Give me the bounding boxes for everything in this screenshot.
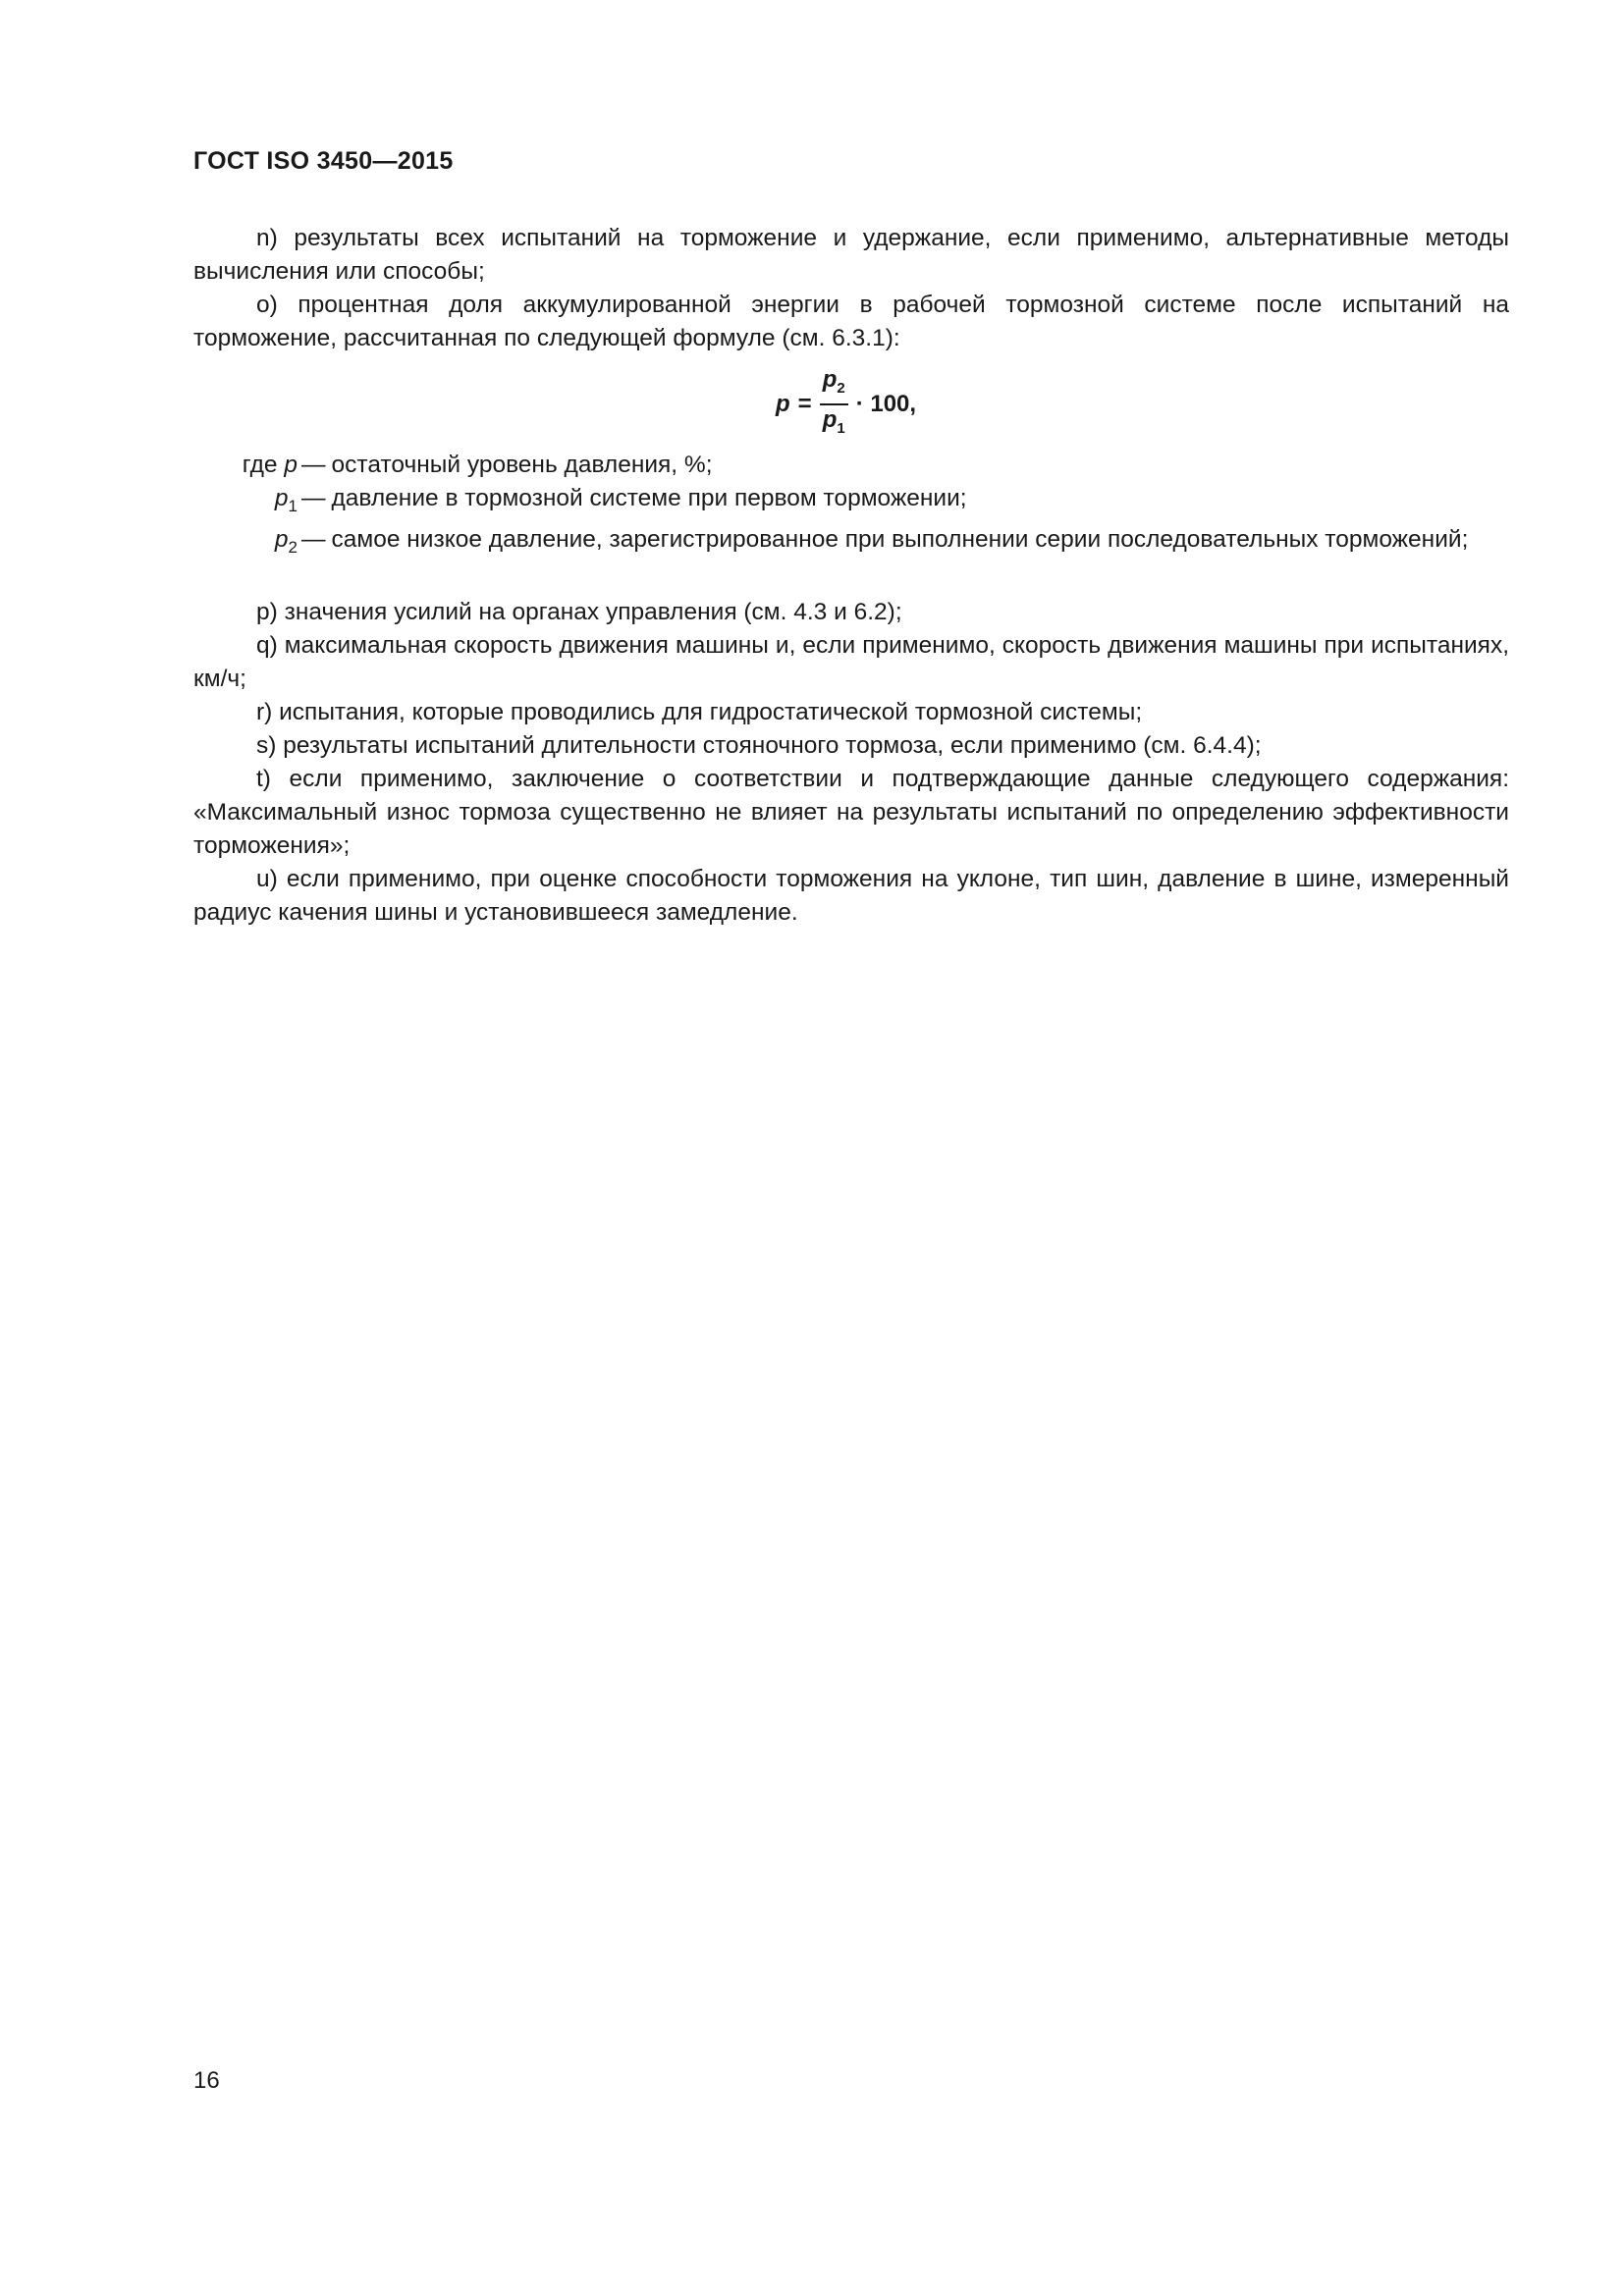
- formula-rhs: · 100,: [855, 391, 917, 417]
- list-item-o: о) процентная доля аккумулированной энергии в рабочей тормозной системе после испытаний на торможение, рассчитанная по следующей формуле (см. 6.3.1):: [193, 292, 1509, 351]
- definition-symbol: где p: [242, 452, 298, 478]
- definition-symbol: $p_1$: [274, 485, 298, 515]
- residual-pressure-formula: [776, 365, 916, 444]
- definition-p: [193, 449, 1509, 482]
- formula-fraction: [820, 366, 848, 443]
- definition-dash: —: [301, 452, 326, 478]
- formula-denominator: $p_1$: [822, 406, 845, 437]
- definition-dash: —: [301, 485, 326, 511]
- list-item-u: u) если применимо, при оценке способности торможения на уклоне, тип шин, давление в шине, измеренный радиус качения шины и установившееся замедление.: [193, 866, 1509, 926]
- document-designation: ГОСТ ISO 3450—2015: [193, 147, 454, 175]
- definition-symbol: $p_2$: [274, 525, 298, 557]
- page-number: 16: [193, 2067, 220, 2094]
- list-item-t: t) если применимо, заключение о соответствии и подтверждающие данные следующего содержания: «Максимальный износ тормоза существенно не влияет на результаты испытаний по определению эффективности торможения»;: [193, 766, 1509, 859]
- definition-text: остаточный уровень давления, %;: [331, 452, 713, 478]
- definition-p1: [193, 482, 1509, 523]
- definition-text: давление в тормозной системе при первом торможении;: [331, 485, 967, 511]
- definition-dash: —: [301, 525, 326, 553]
- list-item-r: r) испытания, которые проводились для гидростатической тормозной системы;: [256, 699, 1143, 725]
- body-text-bottom: [193, 596, 1509, 930]
- definition-p2: [193, 523, 1509, 564]
- formula-lhs: p: [776, 391, 790, 417]
- list-item-p: p) значения усилий на органах управления (см. 4.3 и 6.2);: [256, 599, 902, 625]
- formula-equals: =: [797, 391, 812, 417]
- definition-text: самое низкое давление, зарегистрированное при выполнении серии последовательных торможений;: [331, 525, 1469, 553]
- formula-numerator: $p_2$: [820, 366, 848, 405]
- list-item-n: n) результаты всех испытаний на торможение и удержание, если применимо, альтернативные методы вычисления или способы;: [193, 225, 1509, 285]
- symbol-definitions: [193, 449, 1509, 564]
- list-item-q: q) максимальная скорость движения машины и, если применимо, скорость движения машины при испытаниях, км/ч;: [193, 632, 1509, 692]
- body-text-top: [193, 222, 1509, 355]
- list-item-s: s) результаты испытаний длительности стояночного тормоза, если применимо (см. 6.4.4);: [256, 732, 1262, 759]
